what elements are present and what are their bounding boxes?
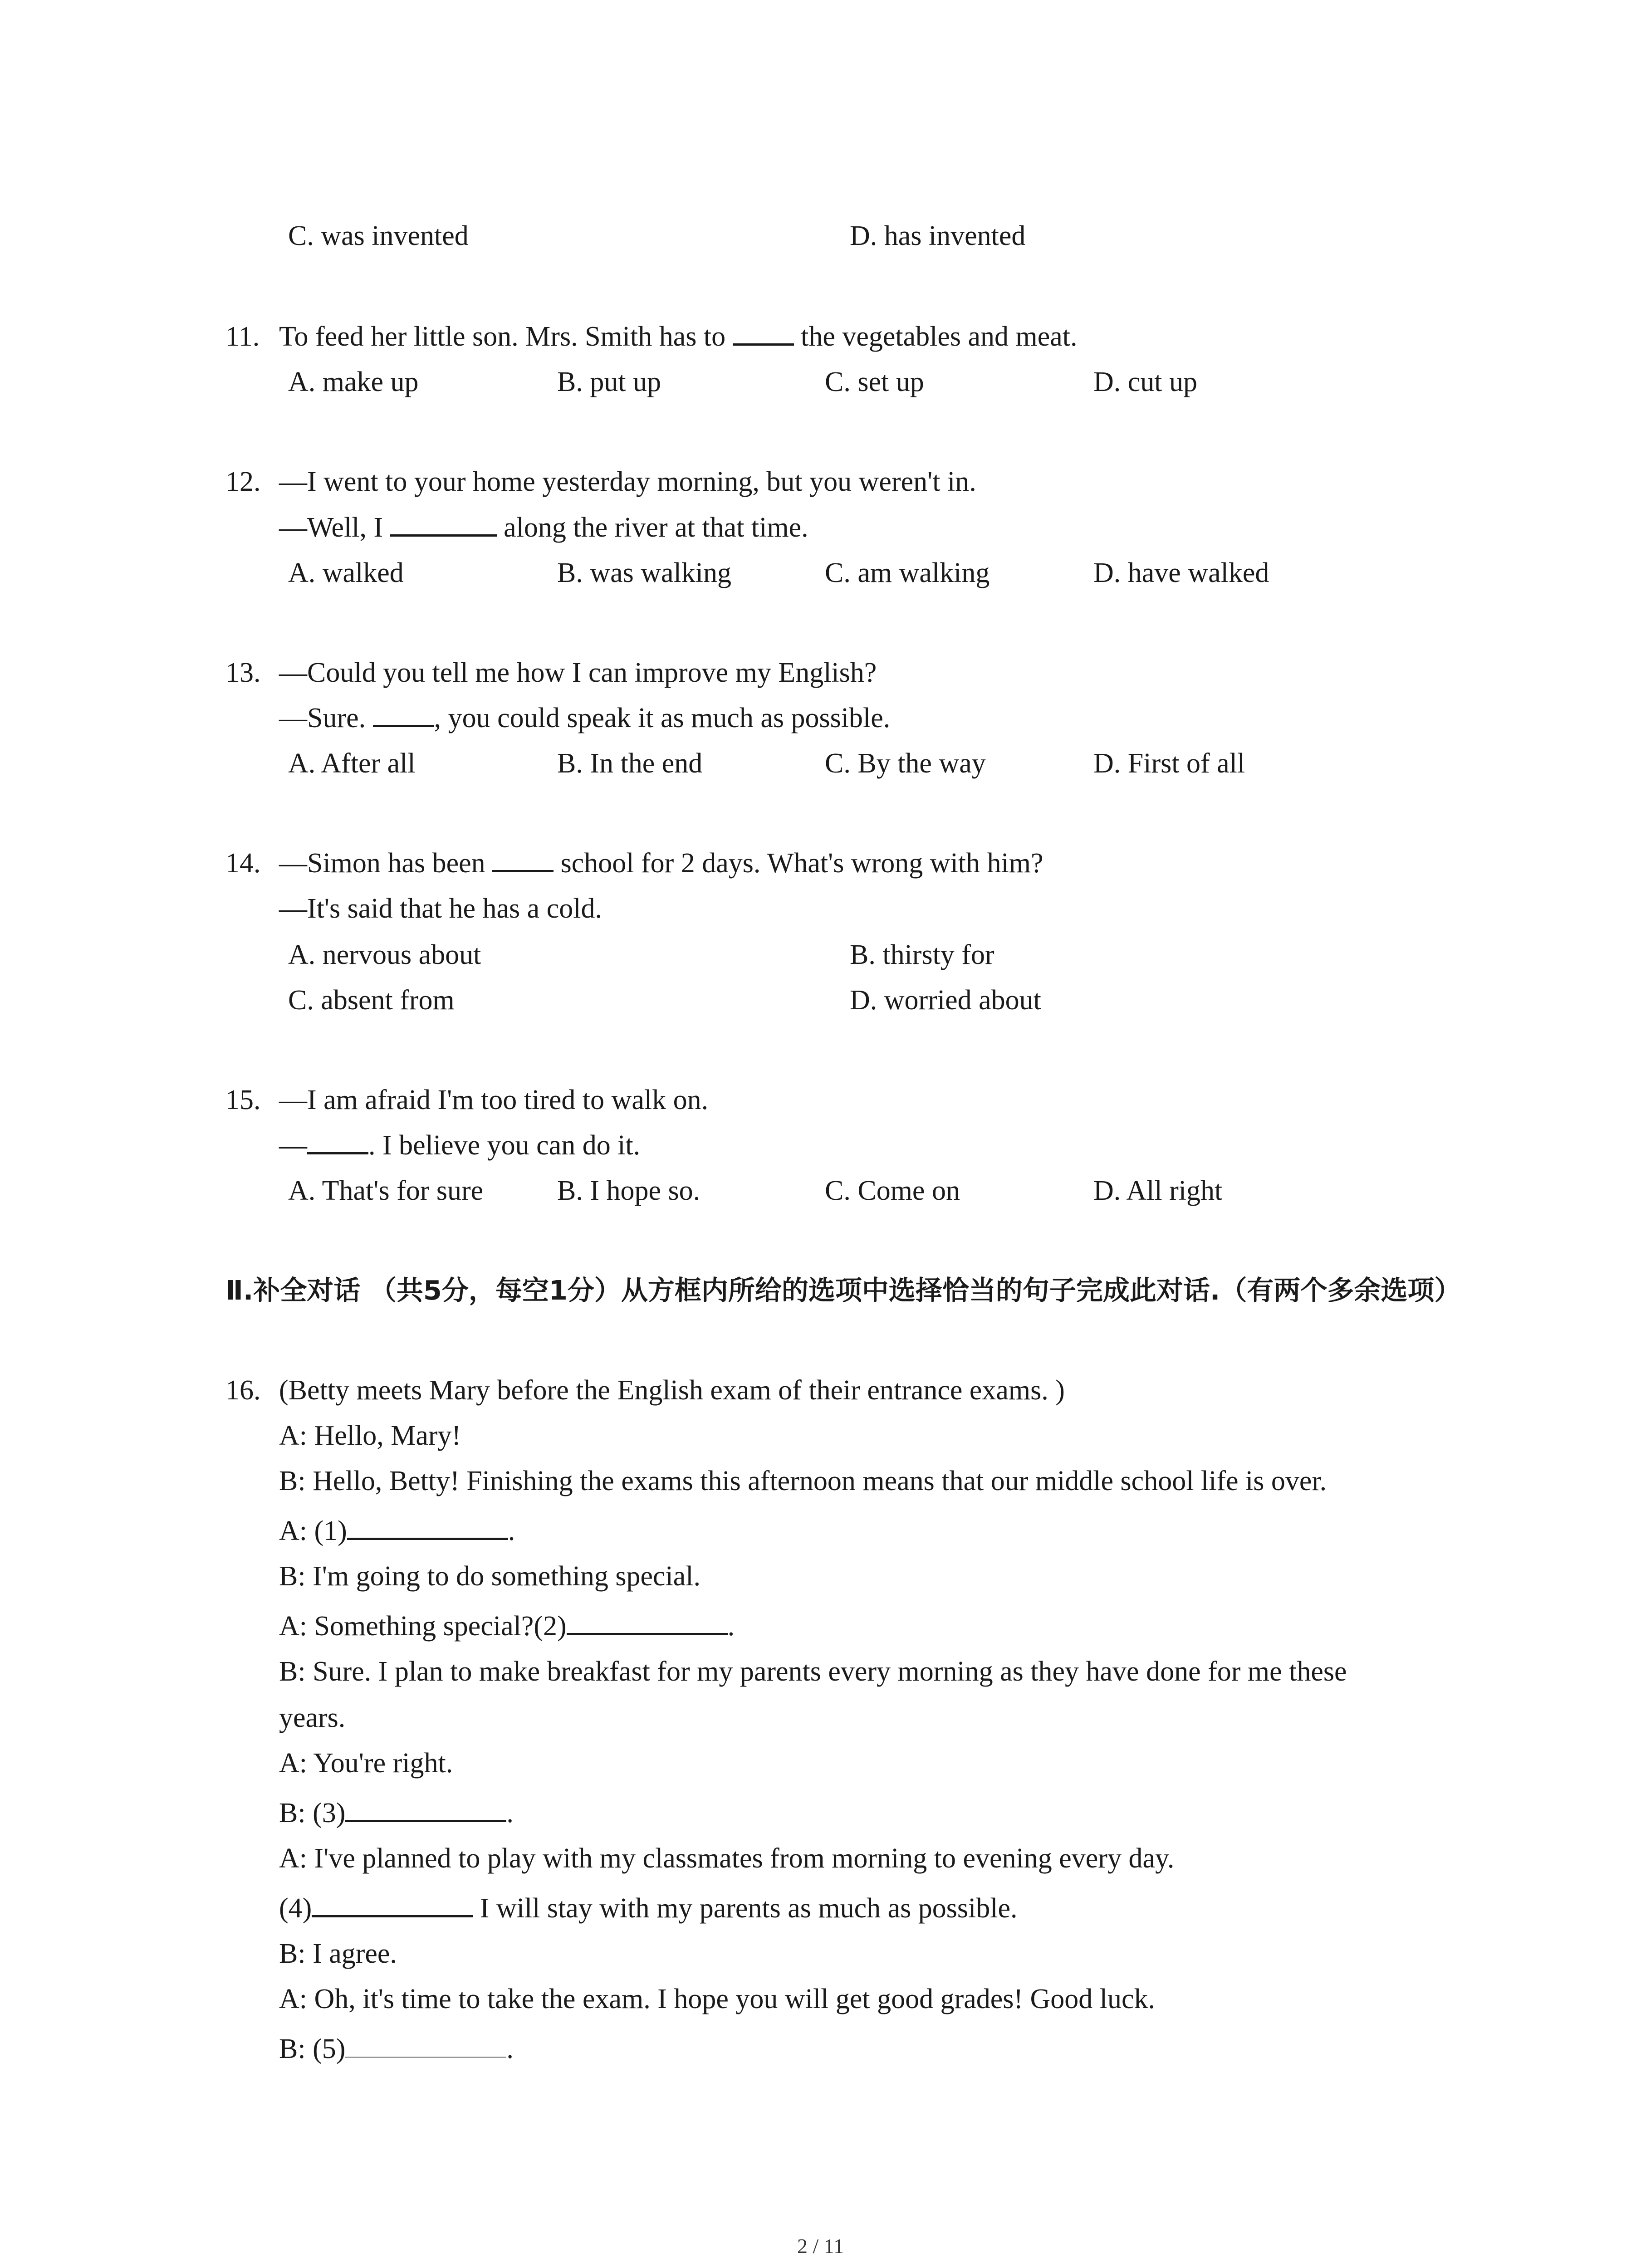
q12-option-d: D. have walked [1093,557,1269,588]
q16-line-7: years. [279,1702,346,1733]
q16-line-5-part2: . [727,1611,735,1642]
q16-line-14-part2: . [506,2033,514,2064]
q15-number: 15. [225,1085,261,1115]
q16-line-3-part2: . [508,1515,515,1546]
q16-line-1: A: Hello, Mary! [279,1420,461,1451]
q14-line2: —It's said that he has a cold. [279,893,602,924]
q11-option-b: B. put up [557,367,661,397]
q16-line-8: A: You're right. [279,1748,453,1779]
q15-line2-part1: — [279,1130,307,1161]
q12-number: 12. [225,466,261,497]
q16-line-14 [279,2028,514,2069]
q14-option-b: B. thirsty for [850,939,994,970]
q11-option-a: A. make up [288,367,419,397]
q15-line2-part2: . I believe you can do it. [368,1130,641,1161]
q12-option-a: A. walked [288,557,404,588]
q14-option-c: C. absent from [288,985,455,1016]
section-2-title: Ⅱ.补全对话 （共5分，每空1分）从方框内所给的选项中选择恰当的句子完成此对话.（有两个多余选项） [225,1275,1461,1306]
q11-stem [279,316,1078,357]
q13-line2 [279,698,890,738]
q12-line2-part1: —Well, I [279,512,390,543]
q10-option-c: C. was invented [288,220,469,251]
q11-number: 11. [225,321,260,352]
q16-line-5-part1: A: Something special?(2) [279,1611,567,1642]
q15-option-d: D. All right [1093,1175,1223,1206]
q16-line-11-part2: I will stay with my parents as much as possible. [473,1893,1018,1924]
q14-line1 [279,843,1043,884]
q16-line-6: B: Sure. I plan to make breakfast for my parents every morning as they have done for me these [279,1656,1347,1687]
q14-option-d: D. worried about [850,985,1041,1016]
q16-blank-4 [312,1888,473,1917]
q16-line-3 [279,1510,515,1551]
q15-line2 [279,1125,640,1166]
q13-option-b: B. In the end [557,748,703,779]
q15-option-b: B. I hope so. [557,1175,700,1206]
q11-stem-part2: the vegetables and meat. [794,321,1078,352]
q11-blank [733,316,794,346]
q13-option-d: D. First of all [1093,748,1245,779]
q16-line-11 [279,1888,1018,1929]
q16-blank-1 [347,1510,508,1540]
q14-blank [492,843,554,872]
q13-option-a: A. After all [288,748,416,779]
q12-option-b: B. was walking [557,557,732,588]
q13-number: 13. [225,657,261,688]
q16-line-14-part1: B: (5) [279,2033,346,2064]
q10-option-d: D. has invented [850,220,1026,251]
q15-option-c: C. Come on [825,1175,960,1206]
q12-line2-part2: along the river at that time. [496,512,808,543]
q16-blank-5 [345,2029,506,2058]
q15-option-a: A. That's for sure [288,1175,484,1206]
q15-blank [307,1125,368,1154]
q16-line-3-part1: A: (1) [279,1515,347,1546]
q16-line-9 [279,1793,514,1833]
q13-blank [373,698,434,727]
q13-line2-part1: —Sure. [279,703,373,733]
q14-line1-part2: school for 2 days. What's wrong with him? [554,848,1043,879]
page-number: 2 / 11 [797,2234,844,2258]
q14-number: 14. [225,848,261,879]
q16-line-2: B: Hello, Betty! Finishing the exams this afternoon means that our middle school life is over. [279,1466,1327,1496]
q16-blank-2 [567,1606,728,1635]
q16-line-5 [279,1606,735,1647]
q14-option-a: A. nervous about [288,939,481,970]
q16-number: 16. [225,1375,261,1406]
q13-line1: —Could you tell me how I can improve my English? [279,657,877,688]
q13-line2-part2: , you could speak it as much as possible. [434,703,891,733]
q12-line2 [279,507,808,548]
q12-option-c: C. am walking [825,557,990,588]
q16-blank-3 [345,1793,506,1822]
q11-option-d: D. cut up [1093,367,1198,397]
q16-line-4: B: I'm going to do something special. [279,1561,701,1592]
q16-line-9-part1: B: (3) [279,1798,346,1828]
q11-stem-part1: To feed her little son. Mrs. Smith has to [279,321,733,352]
q13-option-c: C. By the way [825,748,986,779]
q12-line1: —I went to your home yesterday morning, but you weren't in. [279,466,976,497]
q15-line1: —I am afraid I'm too tired to walk on. [279,1085,709,1115]
q16-intro: (Betty meets Mary before the English exam of their entrance exams. ) [279,1375,1065,1406]
q16-line-9-part2: . [506,1798,514,1828]
q16-line-13: A: Oh, it's time to take the exam. I hope you will get good grades! Good luck. [279,1984,1156,2014]
q16-line-11-part1: (4) [279,1893,312,1924]
q11-option-c: C. set up [825,367,924,397]
q14-line1-part1: —Simon has been [279,848,493,879]
q12-blank [390,507,497,537]
q16-line-12: B: I agree. [279,1938,397,1969]
q16-line-10: A: I've planned to play with my classmates from morning to evening every day. [279,1843,1175,1874]
